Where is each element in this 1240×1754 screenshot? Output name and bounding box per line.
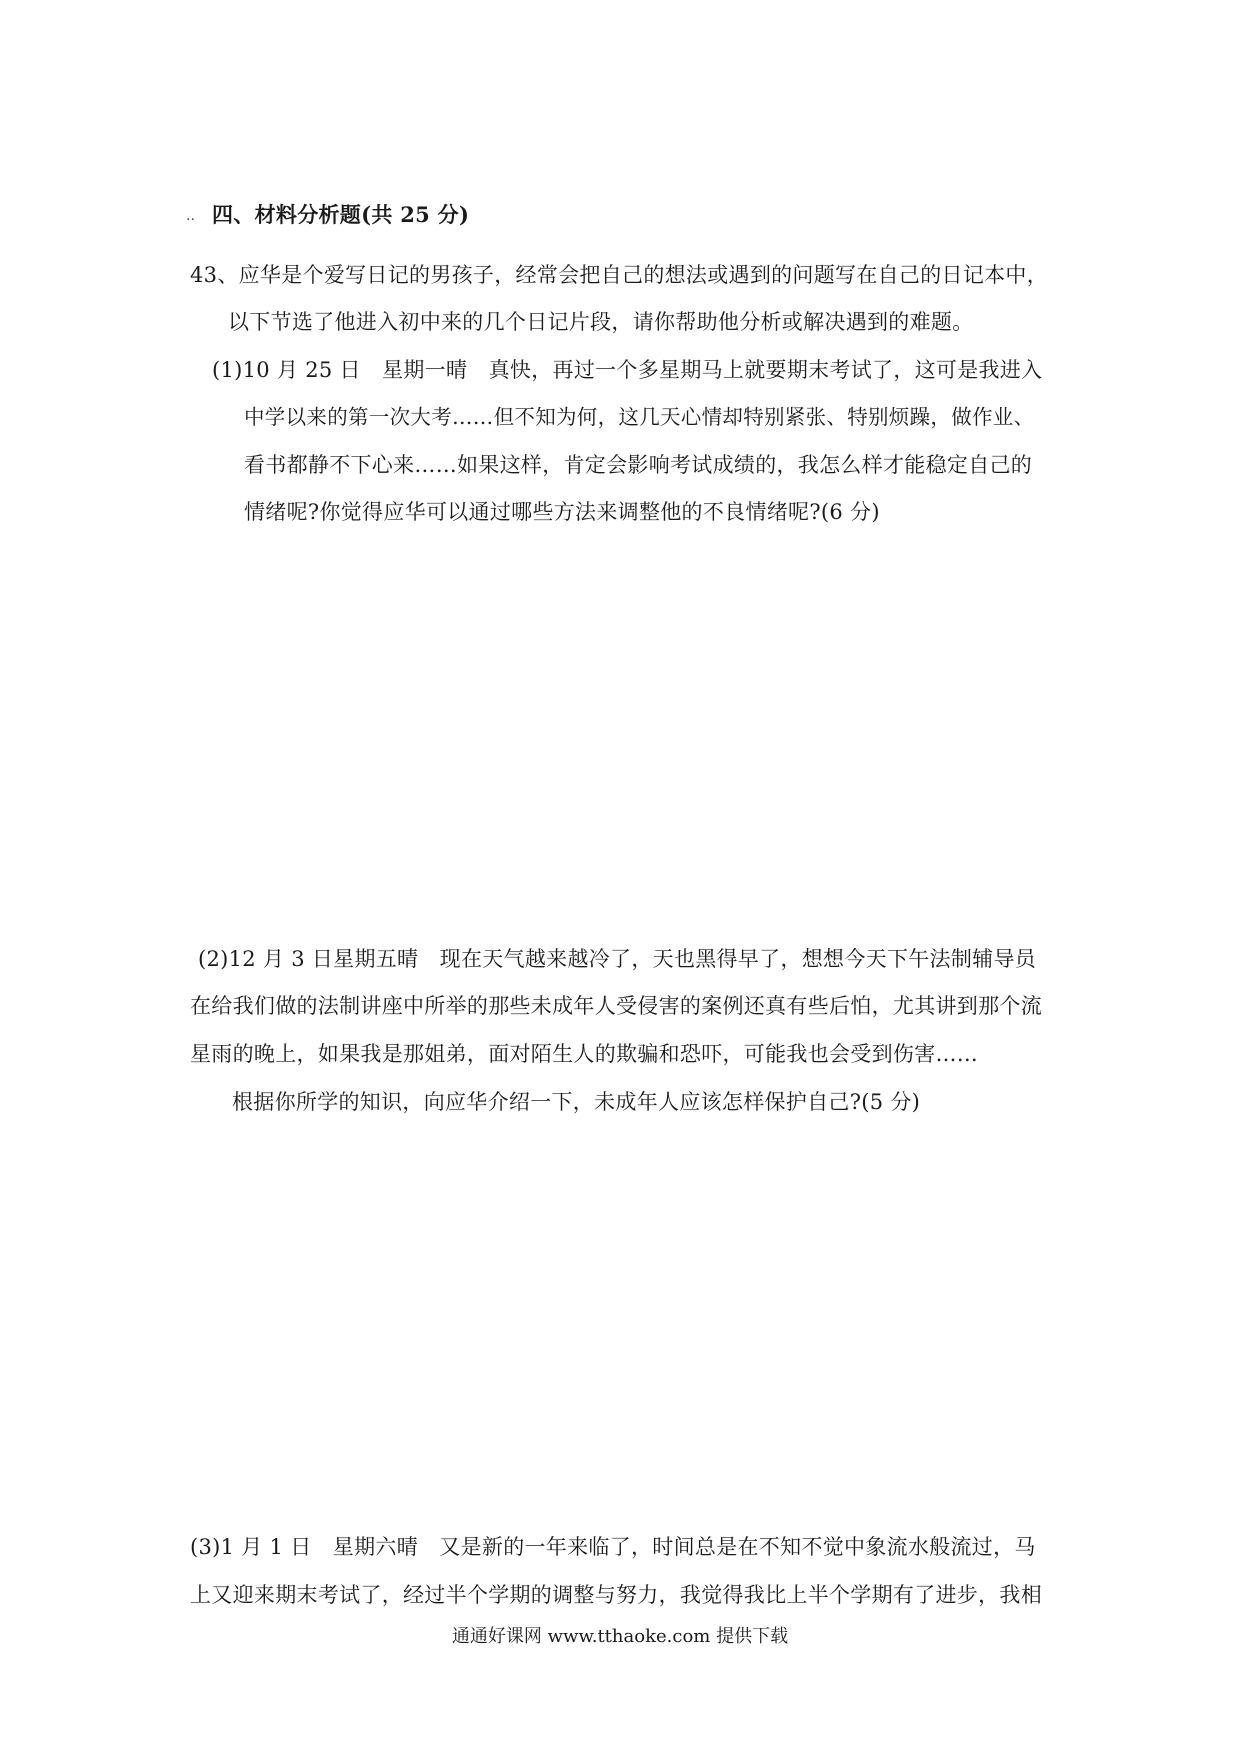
part2-line-4: 根据你所学的知识，向应华介绍一下，未成年人应该怎样保护自己?(5 分)	[232, 1090, 921, 1114]
page-footer: 通通好课网 www.tthaoke.com 提供下载	[451, 1626, 789, 1647]
part2-line-1: (2)12 月 3 日星期五晴 现在天气越来越冷了，天也黑得早了，想想今天下午法制辅导员	[198, 947, 1037, 971]
part1-line-3: 看书都静不下心来……如果这样，肯定会影响考试成绩的，我怎么样才能稳定自己的	[244, 453, 1033, 477]
heading-dots: ..	[186, 208, 195, 224]
part3-line-2: 上又迎来期末考试了，经过半个学期的调整与努力，我觉得我比上半个学期有了进步，我相	[190, 1583, 1042, 1607]
section-heading: 四、材料分析题(共 25 分)	[212, 202, 470, 227]
part3-line-1: (3)1 月 1 日 星期六晴 又是新的一年来临了，时间总是在不知不觉中象流水般流过，马	[190, 1535, 1036, 1559]
q43-line-1: 43、应华是个爱写日记的男孩子，经常会把自己的想法或遇到的问题写在自己的日记本中，	[190, 263, 1049, 287]
q43-line-2: 以下节选了他进入初中来的几个日记片段，请你帮助他分析或解决遇到的难题。	[228, 310, 974, 334]
part1-line-1: (1)10 月 25 日 星期一晴 真快，再过一个多星期马上就要期末考试了，这可是我进入	[212, 358, 1043, 382]
part2-line-2: 在给我们做的法制讲座中所举的那些未成年人受侵害的案例还真有些后怕，尤其讲到那个流	[190, 994, 1042, 1018]
part1-line-4: 情绪呢?你觉得应华可以通过哪些方法来调整他的不良情绪呢?(6 分)	[244, 500, 880, 524]
part1-line-2: 中学以来的第一次大考……但不知为何，这几天心情却特别紧张、特别烦躁，做作业、	[244, 405, 1035, 429]
part2-line-3: 星雨的晚上，如果我是那姐弟，面对陌生人的欺骗和恐吓，可能我也会受到伤害……	[190, 1042, 979, 1066]
